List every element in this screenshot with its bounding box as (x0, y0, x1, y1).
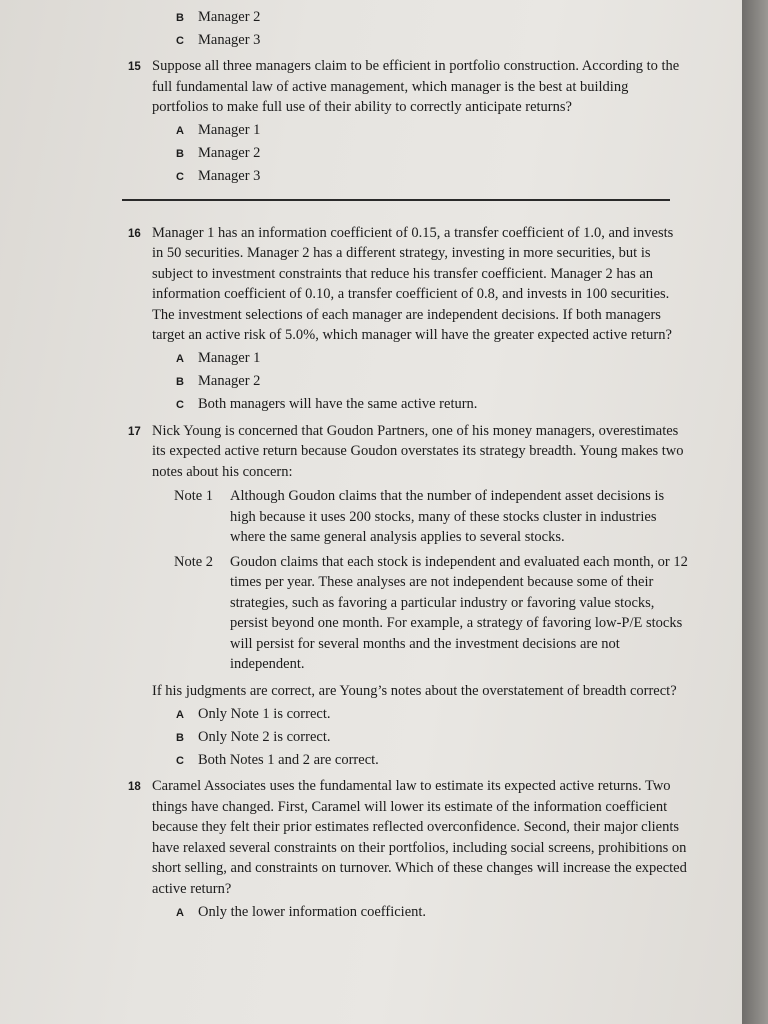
note-1 (128, 486, 688, 548)
note-label: Note 1 (174, 488, 214, 504)
option-text: Only Note 2 is correct. (198, 728, 331, 745)
page-content (128, 4, 688, 922)
question-15 (128, 56, 688, 187)
option (152, 750, 688, 771)
option-letter: C (176, 399, 184, 411)
option-letter: A (176, 708, 184, 721)
option-letter: B (176, 11, 184, 24)
question-stem: Manager 1 has an information coefficient of 0.15, a transfer coefficient of 1.0, and invests in 50 securities. Manager 2 has a different strategy, investing in more securities, but is subject to investment constraints that reduce his transfer coefficient. Manager 2 has an information coefficient of 0.10, a transfer coefficient of 0.8, and invests in 100 securities. The investment selections of each manager are independent decisions. If both managers target an active risk of 5.0%, which manager will have the greater expected active return? (152, 224, 674, 343)
option (152, 704, 688, 725)
page-edge-shadow (742, 0, 768, 1024)
option-letter: C (176, 171, 184, 183)
option-text: Manager 2 (198, 8, 261, 25)
option (152, 120, 688, 141)
question-14-tail (128, 7, 688, 51)
option (152, 166, 688, 187)
option-text: Both managers will have the same active return. (198, 396, 478, 412)
question-16 (128, 223, 688, 415)
question-number: 16 (128, 227, 141, 240)
option-letter: A (176, 906, 184, 919)
question-number: 15 (128, 61, 141, 73)
option-letter: C (176, 754, 184, 767)
option-letter: B (176, 731, 184, 744)
question-number: 18 (128, 781, 141, 793)
option-text: Manager 2 (198, 145, 261, 161)
question-17 (128, 421, 688, 483)
option (152, 348, 688, 369)
question-stem: Caramel Associates uses the fundamental law to estimate its expected active returns. Two things have changed. First, Caramel will lower its estimate of the information coefficient because they felt their prior estimates reflected overconfidence. Second, their major clients have relaxed several constraints on their portfolios, including social screens, prohibitions on short selling, and constraints on turnover. Which of these changes will increase the expected active return? (152, 778, 687, 897)
question-prompt: If his judgments are correct, are Young’s notes about the overstatement of breadth correct? (152, 682, 677, 699)
option-text: Manager 1 (198, 350, 261, 366)
option-letter: A (176, 125, 184, 137)
option-letter: B (176, 148, 184, 160)
option (152, 727, 688, 748)
option-text: Manager 1 (198, 122, 261, 138)
option-text: Only Note 1 is correct. (198, 705, 331, 722)
question-18 (128, 776, 688, 922)
question-17-options (128, 704, 688, 771)
option-letter: C (176, 34, 184, 47)
option-letter: A (176, 353, 184, 365)
option-text: Manager 2 (198, 373, 261, 389)
option-text: Manager 3 (198, 168, 261, 184)
option (152, 30, 688, 51)
option (152, 902, 688, 923)
note-text: Goudon claims that each stock is independent and evaluated each month, or 12 times per year. These analyses are not independent because some of their strategies, such as favoring a particular industry or favoring value stocks, persist beyond one month. For example, a strategy of favoring low-P/E stocks will persist for several months and the investment decisions are not independent. (230, 553, 688, 672)
note-text: Although Goudon claims that the number of independent asset decisions is high because it uses 200 stocks, many of these stocks cluster in industries where the same general analysis applies to several stocks. (230, 488, 665, 545)
question-stem: Suppose all three managers claim to be efficient in portfolio construction. According to the full fundamental law of active management, which manager is the best at building portfolios to make full use of their ability to correctly anticipate returns? (152, 58, 680, 115)
option-text: Both Notes 1 and 2 are correct. (198, 751, 379, 768)
question-number: 17 (128, 425, 141, 438)
option (152, 394, 688, 415)
note-2 (128, 552, 688, 675)
option (152, 371, 688, 392)
option (152, 7, 688, 28)
option (152, 143, 688, 164)
note-label: Note 2 (174, 553, 214, 570)
question-stem: Nick Young is concerned that Goudon Partners, one of his money managers, overestimates its expected active return because Goudon overstates its strategy breadth. Young makes two notes about his concern: (152, 422, 684, 480)
option-letter: B (176, 376, 184, 388)
option-text: Only the lower information coefficient. (198, 903, 427, 920)
section-divider (122, 199, 670, 201)
option-text: Manager 3 (198, 31, 261, 48)
